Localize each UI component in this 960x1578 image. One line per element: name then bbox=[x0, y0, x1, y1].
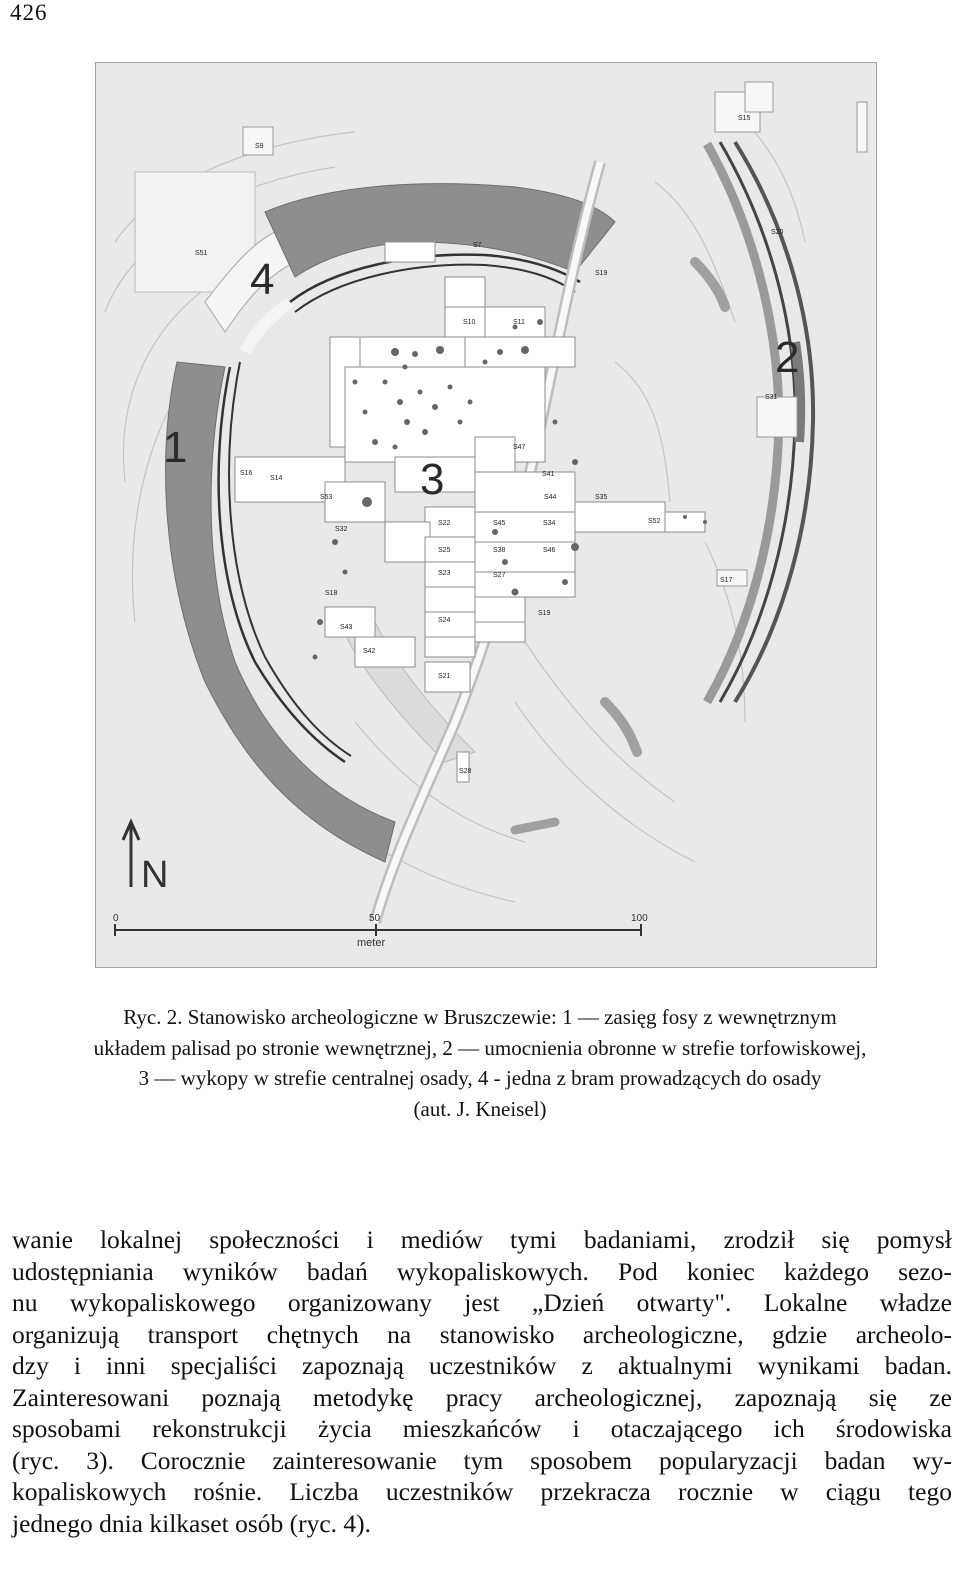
body-word: mediów bbox=[400, 1225, 483, 1254]
sector-label: S16 bbox=[240, 470, 253, 477]
sector-label: S19 bbox=[538, 610, 551, 617]
body-word: tego bbox=[908, 1477, 952, 1506]
sector-label: S31 bbox=[765, 394, 778, 401]
body-word: badaniami, bbox=[583, 1225, 697, 1254]
page-number: 426 bbox=[10, 0, 48, 25]
body-line bbox=[12, 1445, 952, 1477]
body-word: Corocznie bbox=[140, 1445, 246, 1475]
body-word: lokalnej bbox=[99, 1225, 183, 1254]
body-line: jednego dnia kilkaset osób (ryc. 4). bbox=[12, 1508, 372, 1538]
sector-label: S51 bbox=[195, 250, 208, 257]
sector-label: S46 bbox=[543, 547, 556, 554]
body-word: gdzie bbox=[772, 1319, 828, 1349]
sector-label: S41 bbox=[542, 471, 555, 478]
body-word: specjaliści bbox=[170, 1351, 277, 1380]
body-word: pomysł bbox=[876, 1225, 952, 1254]
body-word: otwarty". bbox=[636, 1288, 732, 1317]
scale-unit-label: meter bbox=[357, 937, 386, 949]
body-word: badań bbox=[306, 1256, 368, 1286]
body-word: władze bbox=[879, 1288, 952, 1317]
sector-label: S15 bbox=[738, 115, 751, 122]
sector-label: S35 bbox=[595, 494, 608, 501]
site-map-figure bbox=[95, 62, 877, 968]
zone-label-1: 1 bbox=[163, 423, 188, 472]
body-word: nu bbox=[12, 1288, 38, 1317]
body-word: zapoznają bbox=[734, 1382, 837, 1412]
body-word: się bbox=[821, 1225, 850, 1254]
sector-label: S42 bbox=[363, 648, 376, 655]
body-word: wykopaliskowych. bbox=[396, 1256, 589, 1286]
sector-label: S27 bbox=[493, 572, 506, 579]
sector-label: S28 bbox=[459, 768, 472, 775]
sector-label: S17 bbox=[720, 577, 733, 584]
body-word: ciągu bbox=[825, 1477, 881, 1506]
body-word: pracy bbox=[445, 1382, 503, 1412]
zone-label-3: 3 bbox=[420, 455, 445, 504]
body-line bbox=[12, 1350, 952, 1382]
sector-label: S21 bbox=[438, 673, 451, 680]
body-word: organizowany bbox=[287, 1288, 432, 1317]
sector-label: S24 bbox=[438, 617, 451, 624]
sector-label: S38 bbox=[493, 547, 506, 554]
body-word: zainteresowanie bbox=[272, 1445, 437, 1475]
body-word: udostępniania bbox=[12, 1256, 154, 1286]
caption-line: 3 — wykopy w strefie centralnej osady, 4 - jedna z bram prowadzących do osady bbox=[138, 1066, 822, 1090]
body-word: ze bbox=[929, 1382, 952, 1412]
body-word: archeologicznej, bbox=[534, 1382, 703, 1412]
body-word: Zainteresowani bbox=[12, 1382, 170, 1412]
sector-label: S34 bbox=[543, 520, 556, 527]
body-word: rośnie. bbox=[193, 1477, 263, 1506]
sector-label: S53 bbox=[320, 494, 333, 501]
body-word: sposobami bbox=[12, 1414, 122, 1443]
sector-label: S9 bbox=[255, 143, 264, 150]
sector-label: S10 bbox=[463, 319, 476, 326]
body-word: sezo- bbox=[898, 1256, 952, 1286]
body-word: tymi bbox=[509, 1225, 557, 1254]
sector-label: S43 bbox=[340, 624, 353, 631]
sector-label: S7 bbox=[473, 242, 482, 249]
body-word: poznają bbox=[201, 1382, 281, 1412]
body-word: transport bbox=[147, 1319, 239, 1349]
body-word: zapoznają bbox=[302, 1351, 404, 1380]
body-word: przekracza bbox=[540, 1477, 651, 1506]
body-word: dzy bbox=[12, 1351, 49, 1380]
body-word: wanie bbox=[12, 1225, 73, 1254]
body-word: wykopaliskowego bbox=[69, 1288, 256, 1317]
body-word: życia bbox=[317, 1414, 372, 1443]
body-word: chętnych bbox=[266, 1319, 359, 1349]
body-word: i bbox=[366, 1225, 374, 1254]
sector-label: S32 bbox=[335, 526, 348, 533]
sector-label: S22 bbox=[438, 520, 451, 527]
sector-label: S47 bbox=[513, 444, 526, 451]
body-word: 3). bbox=[86, 1445, 114, 1475]
body-word: organizują bbox=[12, 1319, 120, 1349]
caption-line: układem palisad po stronie wewnętrznej, 2 — umocnienia obronne w strefie torfowiskowej, bbox=[93, 1035, 867, 1060]
sector-label: S45 bbox=[493, 520, 506, 527]
body-word: aktualnymi bbox=[617, 1351, 733, 1380]
sector-label: S23 bbox=[438, 570, 451, 577]
body-word: Pod bbox=[618, 1256, 658, 1286]
body-word: się bbox=[868, 1382, 898, 1412]
body-word: środowiska bbox=[835, 1414, 952, 1443]
body-word: rekonstrukcji bbox=[152, 1414, 287, 1443]
zone-label-2: 2 bbox=[775, 333, 800, 382]
body-word: na bbox=[387, 1319, 412, 1349]
body-word: stanowisko bbox=[439, 1319, 555, 1349]
sector-label: S14 bbox=[270, 475, 283, 482]
body-word: archeolo- bbox=[855, 1319, 952, 1349]
body-word: każdego bbox=[784, 1256, 869, 1286]
body-word: sposobem bbox=[530, 1445, 633, 1475]
body-word: popularyzacji bbox=[658, 1445, 798, 1475]
sector-label: S11 bbox=[513, 319, 525, 326]
body-word: inni bbox=[106, 1351, 146, 1380]
body-word: uczestników bbox=[385, 1477, 514, 1506]
body-line bbox=[12, 1287, 952, 1319]
body-word: rocznie bbox=[677, 1477, 754, 1506]
caption-line: (aut. J. Kneisel) bbox=[413, 1096, 547, 1121]
scale-tick-label: 100 bbox=[631, 913, 648, 924]
body-word: społeczności bbox=[209, 1225, 340, 1254]
body-line bbox=[12, 1413, 952, 1445]
body-word: wynikami bbox=[757, 1351, 860, 1380]
body-word: uczestników bbox=[428, 1351, 557, 1380]
body-word: mieszkańców bbox=[402, 1414, 542, 1443]
sector-label: S19 bbox=[595, 270, 608, 277]
sector-label: S25 bbox=[438, 547, 451, 554]
body-word: archeologiczne, bbox=[582, 1319, 744, 1349]
sector-label: S52 bbox=[648, 518, 661, 525]
body-word: metodykę bbox=[312, 1382, 414, 1412]
body-word: (ryc. bbox=[12, 1445, 60, 1475]
figure-caption bbox=[0, 1002, 960, 1124]
body-word: z bbox=[581, 1351, 593, 1380]
body-word: „Dzień bbox=[532, 1288, 605, 1317]
body-line bbox=[12, 1319, 952, 1351]
body-line bbox=[12, 1256, 952, 1288]
scale-tick-label: 50 bbox=[369, 913, 381, 924]
sector-label: S44 bbox=[544, 494, 557, 501]
body-line bbox=[12, 1476, 952, 1508]
body-word: badan. bbox=[884, 1351, 952, 1380]
body-word: zrodził bbox=[723, 1225, 795, 1254]
sector-label: S20 bbox=[771, 229, 784, 236]
body-word: i bbox=[572, 1414, 580, 1443]
sector-label: S18 bbox=[325, 590, 338, 597]
site-map bbox=[95, 62, 877, 968]
zone-label-4: 4 bbox=[250, 255, 275, 304]
body-word: kopaliskowych bbox=[12, 1477, 167, 1506]
body-word: Liczba bbox=[289, 1477, 359, 1506]
scale-tick-label: 0 bbox=[113, 913, 119, 924]
body-line bbox=[12, 1224, 952, 1256]
caption-line: Ryc. 2. Stanowisko archeologiczne w Bruszczewie: 1 — zasięg fosy z wewnętrznym bbox=[123, 1005, 837, 1029]
body-word: Lokalne bbox=[763, 1288, 848, 1317]
north-label: N bbox=[141, 854, 169, 896]
body-word: wy- bbox=[912, 1445, 952, 1475]
body-word: tym bbox=[463, 1445, 504, 1475]
body-word: w bbox=[780, 1477, 799, 1506]
body-word: koniec bbox=[686, 1256, 755, 1286]
body-word: badan bbox=[824, 1445, 886, 1475]
body-word: wyników bbox=[182, 1256, 278, 1286]
body-line bbox=[12, 1382, 952, 1414]
body-word: jest bbox=[464, 1288, 500, 1317]
body-word: ich bbox=[773, 1414, 805, 1443]
body-word: i bbox=[73, 1351, 81, 1380]
body-word: otaczającego bbox=[610, 1414, 743, 1443]
body-paragraph bbox=[12, 1224, 952, 1539]
